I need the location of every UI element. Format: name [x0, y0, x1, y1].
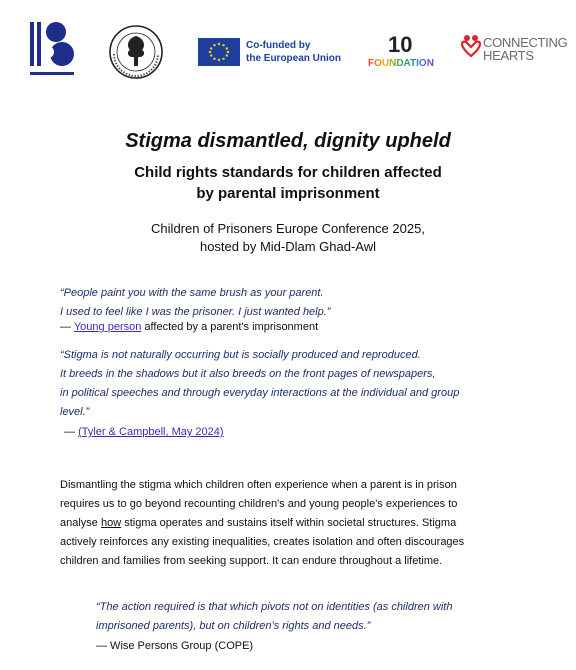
- logo-bar: [0, 16, 576, 86]
- paragraph-line-1: Dismantling the stigma which children often experience when a parent is in prison: [60, 479, 457, 491]
- tyler-campbell-link[interactable]: (Tyler & Campbell, May 2024): [78, 426, 224, 438]
- eu-cofunded-text: [246, 39, 341, 65]
- connecting-hearts-text: [483, 36, 567, 62]
- mid-dlam-seal-logo: [108, 24, 164, 80]
- quote2-line-2: It breeds in the shadows but it also breeds on the front pages of newspapers,: [60, 368, 436, 380]
- heart-person-icon: [460, 34, 482, 62]
- paragraph-line-5: children and families from seeking support. It can endure throughout a lifetime.: [60, 555, 443, 567]
- subtitle-line-2: by parental imprisonment: [196, 185, 380, 202]
- page-title: Stigma dismantled, dignity upheld: [125, 130, 451, 152]
- conference-info: [88, 220, 488, 256]
- stigma-paragraph: [60, 476, 516, 571]
- quote2-line-1: “Stigma is not naturally occurring but is socially produced and reproduced.: [60, 349, 421, 361]
- paragraph-line-4: actively reinforces any existing inequalities, creates isolation and often discourages: [60, 536, 465, 548]
- quote1-dash: —: [60, 321, 74, 333]
- quote3-line-2: imprisoned parents), but on children’s rights and needs.”: [96, 620, 371, 632]
- quote3-attribution: — Wise Persons Group (COPE): [96, 640, 254, 652]
- cope-logo: [28, 18, 76, 80]
- connecting-line-1: CONNECTING: [483, 35, 568, 50]
- quote3-line-1: “The action required is that which pivots not on identities (as children with: [96, 601, 453, 613]
- paragraph-how-underlined: how: [100, 517, 122, 529]
- young-person-link[interactable]: Young person: [73, 321, 142, 333]
- paragraph-line-3-pre: analyse: [60, 517, 101, 529]
- eu-line-2: the European Union: [246, 53, 341, 64]
- quote2-dash: —: [64, 426, 79, 438]
- page-subtitle: [88, 162, 488, 204]
- quote2-line-4: level.”: [60, 406, 90, 418]
- eu-line-1: Co-funded by: [246, 40, 311, 51]
- paragraph-line-3: [60, 514, 516, 533]
- conference-line-2: hosted by Mid-Dlam Ghad-Awl: [199, 239, 377, 254]
- quote-wise-persons: [96, 598, 506, 636]
- quote2-line-3: in political speeches and through everyday interactions at the individual and group: [60, 387, 460, 399]
- quote2-attribution: [64, 423, 224, 441]
- quote-tyler-campbell: [60, 346, 520, 422]
- connecting-line-2: HEARTS: [483, 48, 534, 63]
- subtitle-line-1: Child rights standards for children affected: [134, 164, 442, 181]
- quote1-line-1: “People paint you with the same brush as your parent.: [60, 287, 324, 299]
- eu-flag-icon: [198, 38, 240, 66]
- conference-line-1: Children of Prisoners Europe Conference 2025,: [151, 221, 425, 236]
- foundation-logo: [366, 34, 434, 78]
- quote1-line-2: I used to feel like I was the prisoner. I just wanted help.”: [60, 306, 331, 318]
- paragraph-line-2: requires us to go beyond recounting children's and young people's experiences to: [60, 498, 458, 510]
- paragraph-line-3-post: stigma operates and sustains itself within societal structures. Stigma: [121, 517, 457, 529]
- quote-young-person: [60, 284, 520, 322]
- connecting-hearts-logo: [460, 34, 567, 62]
- quote1-attribution: [60, 318, 318, 336]
- foundation-name: FOUNDATION: [368, 58, 434, 69]
- eu-cofunded-logo: [198, 38, 341, 66]
- foundation-number: 10: [388, 32, 413, 57]
- quote1-attribution-rest: affected by a parent's imprisonment: [141, 321, 319, 333]
